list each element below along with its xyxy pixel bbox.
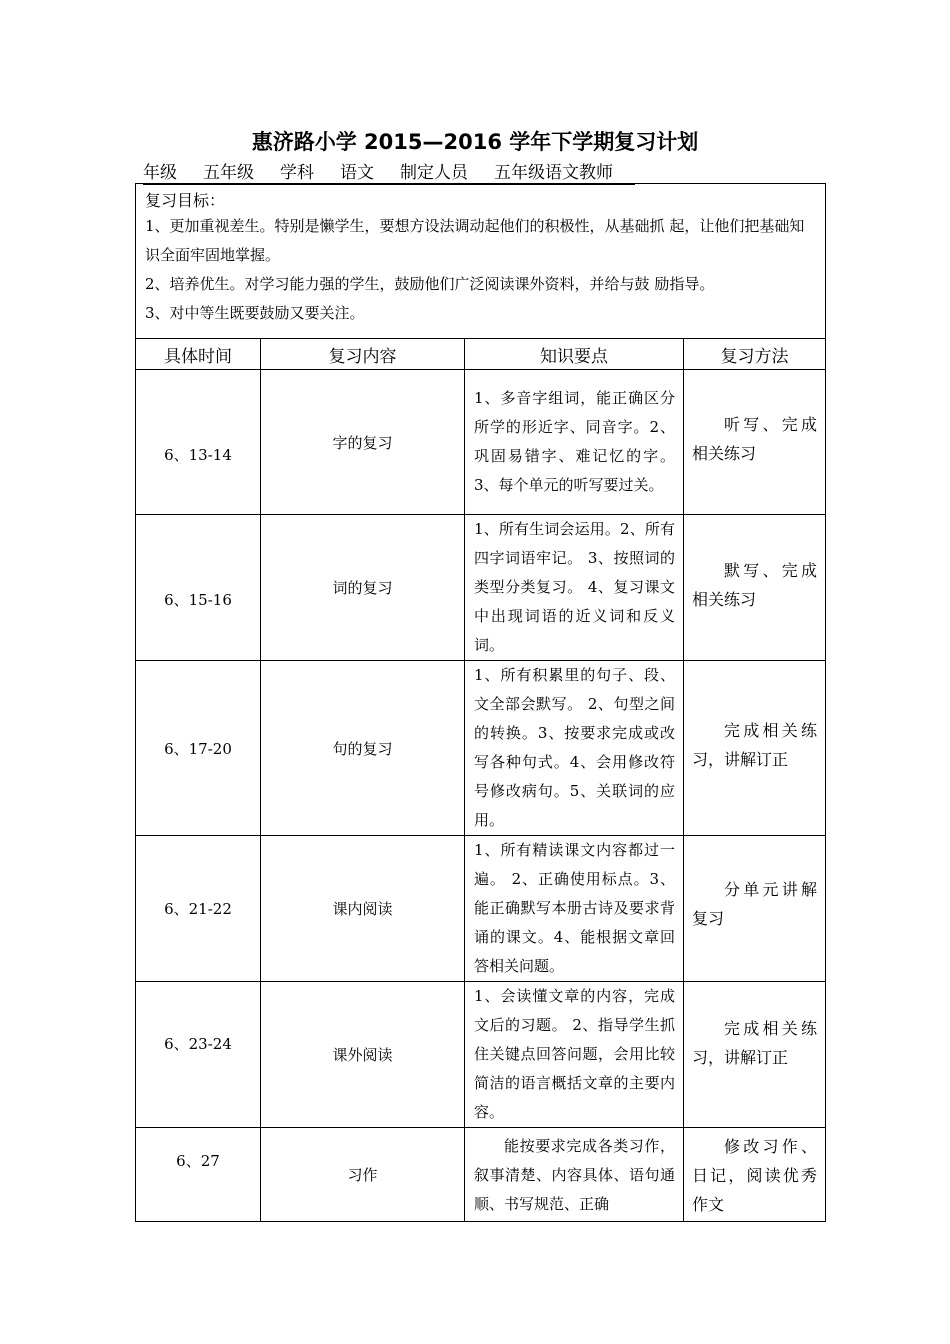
time-cell: 6、23-24 <box>136 982 261 1128</box>
goal-item: 2、培养优生。对学习能力强的学生，鼓励他们广泛阅读课外资料，并给与鼓 励指导。 <box>145 275 715 293</box>
table-row <box>136 1128 826 1222</box>
goal-item: 3、对中等生既要鼓励又要关注。 <box>145 304 365 322</box>
plan-meta-line <box>143 158 635 185</box>
content-cell: 句的复习 <box>261 661 465 836</box>
goal-item: 1、更加重视差生。特别是懒学生，要想方设法调动起他们的积极性，从基础抓 起，让他们把基础知识全面牢固地掌握。 <box>145 217 805 264</box>
author-value: 五年级语文教师 <box>494 163 613 183</box>
grade-value: 五年级 <box>203 163 254 183</box>
table-row <box>136 836 826 982</box>
column-header-points: 知识要点 <box>465 339 684 370</box>
method-cell: 默写、完成相关练习 <box>684 515 826 661</box>
grade-label: 年级 <box>143 163 177 183</box>
time-cell: 6、21-22 <box>136 836 261 982</box>
time-cell: 6、13-14 <box>136 370 261 515</box>
subject-value: 语文 <box>340 163 374 183</box>
author-label: 制定人员 <box>400 163 468 183</box>
method-cell: 完成相关练习，讲解订正 <box>684 982 826 1128</box>
content-cell: 习作 <box>261 1128 465 1222</box>
table-row <box>136 515 826 661</box>
time-cell: 6、15-16 <box>136 515 261 661</box>
page-title: 惠济路小学 2015—2016 学年下学期复习计划 <box>251 130 699 154</box>
column-header-time: 具体时间 <box>136 339 261 370</box>
points-cell: 1、所有生词会运用。2、所有四字词语牢记。 3、按照词的类型分类复习。 4、复习课文中出现词语的近义词和反义词。 <box>465 515 684 661</box>
points-cell: 1、所有精读课文内容都过一遍。 2、正确使用标点。3、能正确默写本册古诗及要求背诵的课文。4、能根据文章回答相关问题。 <box>465 836 684 982</box>
table-row <box>136 661 826 836</box>
content-cell: 课外阅读 <box>261 982 465 1128</box>
points-cell: 能按要求完成各类习作，叙事清楚、内容具体、语句通顺、书写规范、正确 <box>465 1128 684 1222</box>
header-row <box>136 339 826 370</box>
review-plan-table <box>135 183 826 1222</box>
table-row <box>136 370 826 515</box>
goals-cell <box>136 184 826 339</box>
method-cell: 分单元讲解复习 <box>684 836 826 982</box>
method-cell: 完成相关练习，讲解订正 <box>684 661 826 836</box>
points-cell: 1、多音字组词，能正确区分所学的形近字、同音字。2、巩固易错字、难记忆的字。 3、每个单元的听写要过关。 <box>465 370 684 515</box>
content-cell: 字的复习 <box>261 370 465 515</box>
table-row <box>136 982 826 1128</box>
goals-heading: 复习目标： <box>145 191 226 210</box>
method-cell: 听写、完成相关练习 <box>684 370 826 515</box>
subject-label: 学科 <box>280 163 314 183</box>
points-cell: 1、所有积累里的句子、段、文全部会默写。 2、句型之间的转换。3、按要求完成或改写各种句式。4、会用修改符号修改病句。5、关联词的应用。 <box>465 661 684 836</box>
content-cell: 课内阅读 <box>261 836 465 982</box>
goals-row <box>136 184 826 339</box>
time-cell: 6、27 <box>136 1128 261 1222</box>
points-cell: 1、会读懂文章的内容，完成文后的习题。 2、指导学生抓住关键点回答问题，会用比较简洁的语言概括文章的主要内 容。 <box>465 982 684 1128</box>
column-header-method: 复习方法 <box>684 339 826 370</box>
method-cell: 修改习作、日记，阅读优秀作文 <box>684 1128 826 1222</box>
content-cell: 词的复习 <box>261 515 465 661</box>
time-cell: 6、17-20 <box>136 661 261 836</box>
column-header-content: 复习内容 <box>261 339 465 370</box>
